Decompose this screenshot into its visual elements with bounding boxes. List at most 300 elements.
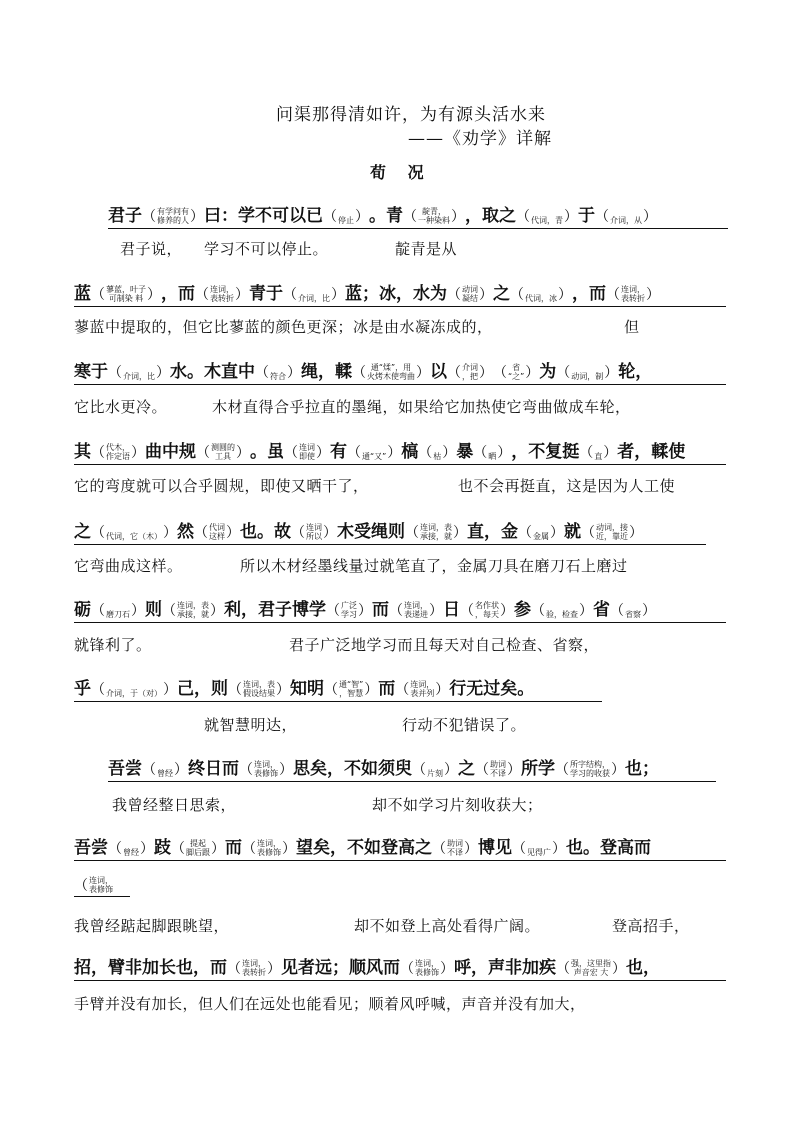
modern-translation: 我曾经整日思索， (112, 796, 237, 814)
gloss-note (432, 839, 478, 857)
line-content (108, 759, 659, 779)
gloss-paren: ） (612, 961, 626, 977)
gloss-note (473, 445, 511, 461)
gloss-note (242, 839, 296, 857)
gloss-stack (475, 601, 499, 619)
gloss-paren: （ (555, 762, 569, 778)
gloss-text: 动词 (462, 285, 478, 294)
gloss-paren: （ (91, 682, 105, 698)
classical-text: 。青 (369, 206, 403, 226)
classical-text: 于 (578, 206, 595, 226)
gloss-paren: ） (131, 603, 145, 619)
line-content (74, 442, 685, 462)
gloss-note (291, 523, 337, 541)
gloss-text: 见得广 (527, 848, 551, 857)
gloss-paren: ） (500, 603, 514, 619)
classical-text: 见者远；顺风而 (281, 958, 400, 978)
gloss-paren: （ (510, 287, 524, 303)
gloss-paren: （ (242, 841, 256, 857)
gloss-text: 学习 (341, 610, 357, 619)
modern-translation: 就锋利了。 (74, 636, 152, 654)
classical-text: 有 (330, 442, 347, 462)
gloss-paren: （ (194, 525, 208, 541)
original-text-line (74, 586, 726, 623)
gloss-text: 连词 (306, 523, 322, 532)
gloss-paren: （ (432, 841, 446, 857)
gloss-paren: ） (226, 525, 240, 541)
classical-text: 为 (539, 362, 557, 382)
gloss-paren: （ (74, 878, 88, 894)
modern-translation: 手臂并没有加长，但人们在远处也能看见；顺着风呼喊，声音并没有加大， (74, 995, 586, 1013)
classical-text: 招，臂非加长也，而 (74, 958, 227, 978)
gloss-paren: （ (352, 365, 366, 381)
line-content (74, 600, 656, 620)
classical-text: 木受绳则 (337, 522, 405, 542)
gloss-text: 表修饰 (257, 848, 281, 857)
gloss-stack (488, 452, 496, 461)
gloss-note (403, 207, 465, 225)
gloss-text: 连词， (242, 959, 266, 968)
classical-text: 利，君子博学 (224, 600, 326, 620)
gloss-note (347, 445, 401, 461)
gloss-text: 表并列 (410, 689, 435, 698)
gloss-stack (210, 285, 234, 303)
gloss-paren: （ (239, 762, 253, 778)
gloss-text: 所字结构， (570, 760, 610, 769)
gloss-paren: ） (611, 762, 625, 778)
modern-translation: 君子说， (120, 240, 183, 258)
classical-text: 水。木直中 (170, 362, 255, 382)
gloss-note (239, 760, 293, 778)
gloss-stack (531, 216, 563, 225)
gloss-note (324, 680, 378, 698)
classical-text: 乎 (74, 679, 91, 699)
gloss-note (283, 287, 345, 303)
gloss-paren: ） (497, 445, 512, 461)
gloss-paren: （ (142, 209, 156, 225)
gloss-paren: （ (323, 209, 337, 225)
classical-text: 。虽 (250, 442, 284, 462)
gloss-stack (257, 839, 281, 857)
gloss-text: 晒 (488, 452, 497, 461)
gloss-text: 连词，表 (420, 523, 452, 532)
original-text-line (74, 270, 726, 307)
gloss-note (171, 839, 225, 857)
gloss-paren: （ (447, 365, 461, 381)
gloss-note (412, 762, 458, 778)
original-text-line (74, 944, 726, 981)
gloss-text: 修养的人 (157, 216, 189, 225)
gloss-stack (298, 294, 330, 303)
gloss-paren: ） (287, 365, 301, 381)
gloss-stack (367, 363, 415, 381)
line-content (74, 362, 652, 382)
gloss-paren: ） (604, 365, 619, 381)
gloss-stack (610, 216, 642, 225)
gloss-stack (106, 610, 130, 619)
gloss-paren: ） (435, 682, 450, 698)
modern-translation: 登高招手， (612, 917, 690, 935)
gloss-note (595, 209, 657, 225)
gloss-text: 一种染料 (418, 216, 450, 225)
gloss-text: 即使 (299, 452, 315, 461)
gloss-stack (209, 523, 225, 541)
modern-translation: 它的弯度就可以合乎圆规，即使又晒干了， (74, 477, 369, 495)
gloss-paren: （ (195, 287, 209, 303)
gloss-paren: （ (556, 961, 570, 977)
gloss-paren: ） (174, 762, 188, 778)
gloss-stack (415, 959, 439, 977)
gloss-note (108, 841, 154, 857)
gloss-note (518, 525, 564, 541)
gloss-stack (362, 452, 386, 461)
gloss-note (510, 287, 572, 303)
gloss-text: 强，这里指 (571, 959, 611, 968)
gloss-note (516, 209, 578, 225)
classical-text: 吾尝 (108, 759, 142, 779)
gloss-paren: （ (283, 287, 297, 303)
gloss-note (389, 601, 443, 619)
gloss-paren: ） (211, 841, 225, 857)
line-content (108, 206, 657, 226)
gloss-text: 承接，就 (420, 532, 452, 541)
gloss-paren: ） (603, 445, 618, 461)
classical-text: 己，则 (177, 679, 228, 699)
gloss-text: 学习的收获 (570, 769, 610, 778)
gloss-text: 表转折 (210, 294, 234, 303)
modern-translation: 我曾经踮起脚跟眺望， (74, 917, 230, 935)
gloss-paren: ） (163, 525, 177, 541)
gloss-stack (123, 848, 139, 857)
classical-text: 槁 (401, 442, 419, 462)
gloss-text: 代词 (209, 523, 225, 532)
classical-text: 也。故 (240, 522, 291, 542)
original-text-line (74, 824, 726, 861)
gloss-stack (594, 452, 602, 461)
modern-translation: 它比水更冷。 (74, 398, 168, 416)
gloss-paren: ） (579, 603, 593, 619)
classical-text: 之 (458, 759, 475, 779)
gloss-stack (106, 689, 162, 698)
gloss-text: 可制染 料 (108, 294, 144, 303)
gloss-paren: （ (108, 841, 122, 857)
gloss-stack (462, 285, 478, 303)
gloss-stack (243, 680, 275, 698)
gloss-text: 近，靠近 (596, 532, 628, 541)
gloss-paren: （ (460, 603, 474, 619)
gloss-paren: ） (646, 287, 660, 303)
classical-text: 蓝；冰，水为 (345, 284, 447, 304)
gloss-paren: （ (91, 525, 105, 541)
gloss-stack (106, 443, 130, 461)
gloss-note (162, 601, 224, 619)
gloss-paren: ） (643, 209, 657, 225)
classical-text: 之 (493, 284, 510, 304)
gloss-text: 停止 (338, 216, 354, 225)
gloss-stack (89, 876, 113, 894)
gloss-text: 动词，制 (571, 372, 604, 381)
poem-title: 问渠那得清如许，为有源头活水来 (276, 105, 546, 125)
classical-text: 然 (177, 522, 194, 542)
gloss-paren: ） (282, 841, 296, 857)
gloss-stack (533, 532, 549, 541)
gloss-paren: ） (355, 209, 369, 225)
classical-text: ，不复挺 (511, 442, 580, 462)
gloss-stack (570, 760, 610, 778)
original-text-line (74, 428, 726, 465)
gloss-text: 直 (594, 452, 603, 461)
gloss-paren: （ (516, 209, 530, 225)
classical-text: 也； (625, 759, 659, 779)
classical-text: 而 (225, 838, 242, 858)
gloss-note (326, 601, 372, 619)
gloss-paren: （ (326, 603, 340, 619)
gloss-paren: （ (595, 209, 609, 225)
gloss-paren: （ (91, 287, 105, 303)
gloss-stack (420, 523, 452, 541)
author-name: 荀 况 (370, 163, 432, 182)
gloss-text: 表转折 (621, 294, 645, 303)
classical-text: 者，輮使 (617, 442, 686, 462)
classical-text: 终日而 (188, 759, 239, 779)
gloss-note (493, 363, 539, 381)
gloss-stack (341, 601, 357, 619)
gloss-note (556, 365, 618, 381)
gloss-paren: ） (276, 682, 290, 698)
gloss-paren: ） (387, 445, 402, 461)
gloss-text: 表修饰 (254, 769, 278, 778)
gloss-text: 动词，接 (596, 523, 628, 532)
gloss-note (555, 760, 625, 778)
classical-text: 吾尝 (74, 838, 108, 858)
gloss-paren: ） (629, 525, 643, 541)
line-content (74, 284, 660, 304)
gloss-paren: （ (400, 961, 414, 977)
gloss-text: 代木， (106, 443, 130, 452)
modern-translation: 学习不可以停止。 (204, 240, 329, 258)
gloss-text: 名作状 (475, 601, 499, 610)
classical-text: 就 (564, 522, 581, 542)
gloss-paren: ） (642, 603, 656, 619)
gloss-paren: （ (108, 365, 122, 381)
gloss-text: 介词，从 (610, 216, 642, 225)
gloss-paren: （ (284, 445, 298, 461)
gloss-note (195, 285, 249, 303)
gloss-stack (123, 372, 155, 381)
modern-translation: 行动不犯错误了。 (402, 716, 527, 734)
gloss-text: 广泛 (341, 601, 357, 610)
gloss-note (142, 762, 188, 778)
gloss-note (91, 603, 145, 619)
gloss-text: ，智慧 (339, 689, 364, 698)
gloss-text: “之” (508, 372, 525, 381)
classical-text: 也。登高而 (566, 838, 651, 858)
original-text-line (108, 192, 728, 229)
classical-text: 暴 (456, 442, 474, 462)
classical-text: 博见 (478, 838, 512, 858)
classical-text: 日 (443, 600, 460, 620)
gloss-paren: （ (418, 445, 433, 461)
gloss-paren: ） (364, 682, 379, 698)
modern-translation: 就智慧明达， (204, 716, 298, 734)
gloss-note (579, 445, 617, 461)
gloss-paren: ） (479, 287, 493, 303)
gloss-paren: （ (405, 525, 419, 541)
gloss-text: 火烤木使弯曲 (367, 372, 415, 381)
gloss-text: 提起 (190, 839, 206, 848)
original-text-line (108, 745, 716, 782)
classical-text: 呼，声非加疾 (454, 958, 556, 978)
gloss-note (447, 363, 493, 381)
gloss-stack (299, 443, 315, 461)
gloss-text: 连词， (621, 285, 645, 294)
gloss-note (606, 285, 660, 303)
classical-text: 青于 (249, 284, 283, 304)
classical-text: 君子 (108, 206, 142, 226)
gloss-text: 工具 (215, 452, 231, 461)
gloss-paren: （ (142, 762, 156, 778)
gloss-note (512, 841, 566, 857)
gloss-note (91, 682, 177, 698)
classical-text: 曰：学不可以已 (204, 206, 323, 226)
modern-translation: 木材直得合乎拉直的墨绳，如果给它加热使它弯曲做成车轮， (212, 398, 631, 416)
gloss-stack (462, 363, 478, 381)
gloss-paren: （ (606, 287, 620, 303)
gloss-paren: （ (579, 445, 594, 461)
gloss-note (91, 285, 161, 303)
original-text-line (74, 348, 726, 385)
gloss-paren: （ (475, 762, 489, 778)
gloss-text: 介词，于（对） (106, 689, 162, 698)
gloss-stack (106, 285, 146, 303)
gloss-text: 连词， (257, 839, 281, 848)
gloss-stack (490, 760, 506, 778)
gloss-stack (106, 532, 162, 541)
gloss-paren: （ (347, 445, 361, 461)
gloss-text: 表转折 (242, 968, 266, 977)
gloss-text: 所以 (306, 532, 322, 541)
gloss-text: 作定语 (106, 452, 130, 461)
gloss-paren: ） (316, 445, 330, 461)
gloss-text: 金属 (533, 532, 549, 541)
gloss-text: 连词， (410, 680, 435, 689)
classical-text: 直，金 (467, 522, 518, 542)
classical-text: 知明 (290, 679, 324, 699)
gloss-stack (186, 839, 210, 857)
classical-text: 行无过矣。 (449, 679, 535, 699)
gloss-note (460, 601, 514, 619)
gloss-text: 曾经 (157, 769, 173, 778)
original-text-line (74, 665, 602, 702)
gloss-text: 验，检查 (546, 610, 578, 619)
gloss-paren: （ (493, 365, 507, 381)
gloss-text: 表递进 (404, 610, 428, 619)
gloss-stack (508, 363, 524, 381)
gloss-note (91, 443, 145, 461)
gloss-stack (525, 294, 557, 303)
gloss-text: 连词， (89, 876, 113, 885)
gloss-paren: （ (324, 682, 338, 698)
gloss-paren: （ (171, 841, 185, 857)
gloss-note (418, 445, 456, 461)
classical-text: 其 (74, 442, 91, 462)
gloss-text: 承接，就 (177, 610, 209, 619)
gloss-text: 介词 (462, 363, 478, 372)
gloss-text: 磨刀石 (106, 610, 130, 619)
gloss-paren: （ (389, 603, 403, 619)
line-content (74, 958, 660, 978)
gloss-paren: （ (473, 445, 488, 461)
gloss-paren: ） (429, 603, 443, 619)
modern-translation: 靛青是从 (395, 240, 458, 258)
gloss-text: 介词，比 (298, 294, 330, 303)
gloss-text: 连词， (254, 760, 278, 769)
gloss-continuation (74, 872, 130, 897)
gloss-paren: ） (210, 603, 224, 619)
classical-text: 跂 (154, 838, 171, 858)
gloss-stack (270, 372, 286, 381)
gloss-text: 声音宏 大 (573, 968, 609, 977)
gloss-text: 凝结 (462, 294, 478, 303)
gloss-paren: ） (358, 603, 372, 619)
classical-text: 而 (378, 679, 396, 699)
gloss-note (475, 760, 521, 778)
gloss-paren: ） (156, 365, 170, 381)
gloss-note (447, 285, 493, 303)
gloss-text: 代词，冰 (525, 294, 557, 303)
gloss-stack (177, 601, 209, 619)
classical-text: 之 (74, 522, 91, 542)
gloss-stack (242, 959, 266, 977)
classical-text: 望矣，不如登高之 (296, 838, 432, 858)
gloss-note (91, 525, 177, 541)
gloss-paren: （ (228, 682, 242, 698)
gloss-text: 枯 (433, 452, 442, 461)
gloss-paren: ） (444, 762, 458, 778)
gloss-paren: （ (610, 603, 624, 619)
modern-translation: 它弯曲成这样。 (74, 557, 183, 575)
gloss-text: 介词，比 (123, 372, 155, 381)
gloss-stack (571, 959, 611, 977)
gloss-paren: ） (236, 445, 250, 461)
classical-text: 以 (430, 362, 447, 382)
gloss-paren: ） (190, 209, 204, 225)
gloss-paren: （ (531, 603, 545, 619)
gloss-text: 连词，表 (177, 601, 209, 610)
gloss-paren: ） (131, 445, 145, 461)
gloss-note (352, 363, 430, 381)
gloss-paren: ） (279, 762, 293, 778)
gloss-stack (447, 839, 463, 857)
gloss-text: 连词，表 (243, 680, 275, 689)
modern-translation: 也不会再挺直，这是因为人工使 (458, 477, 676, 495)
classical-text: 也， (626, 958, 660, 978)
gloss-paren: ） (558, 287, 572, 303)
classical-text: 所学 (521, 759, 555, 779)
gloss-stack (254, 760, 278, 778)
gloss-paren: （ (196, 445, 210, 461)
gloss-text: 符合 (270, 372, 286, 381)
line-content (74, 522, 643, 542)
gloss-stack (339, 680, 363, 698)
gloss-paren: ） (453, 525, 467, 541)
gloss-stack (157, 207, 189, 225)
gloss-stack (211, 443, 235, 461)
gloss-paren: （ (412, 762, 426, 778)
gloss-paren: ） (323, 525, 337, 541)
classical-text: ，取之 (465, 206, 516, 226)
gloss-text: 测圆的 (211, 443, 235, 452)
